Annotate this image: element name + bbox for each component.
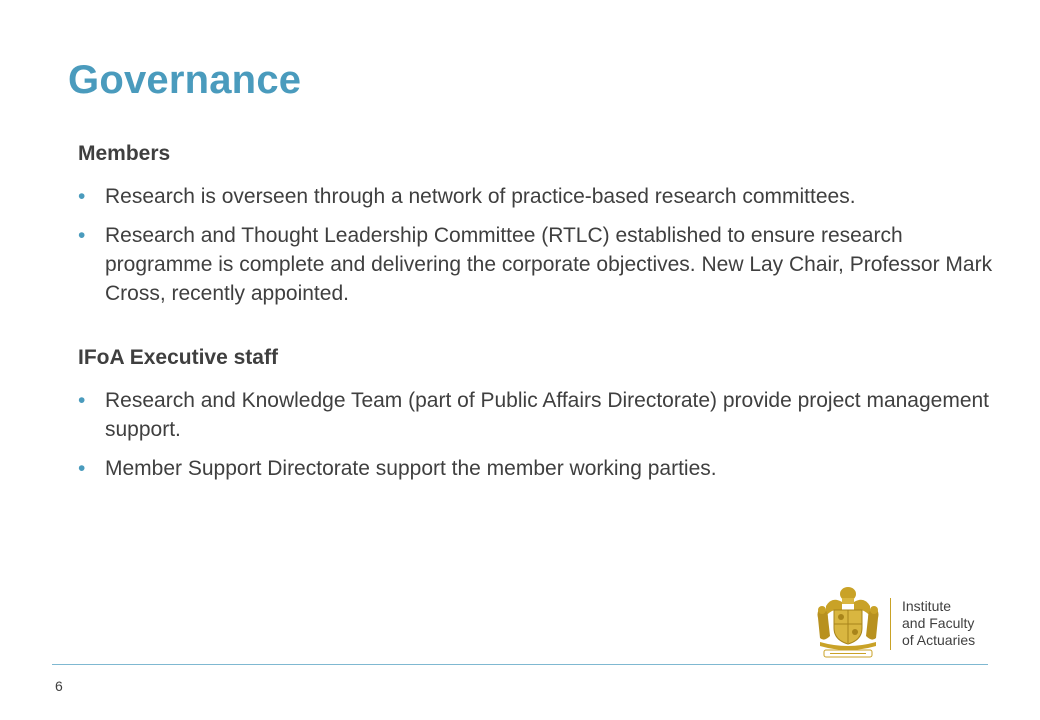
logo-line: and Faculty bbox=[902, 615, 975, 631]
page-number: 6 bbox=[55, 678, 63, 694]
bullet-text: Research is overseen through a network of practice-based research committees. bbox=[105, 185, 856, 208]
bullet-item bbox=[78, 454, 1008, 483]
logo-line: Institute bbox=[902, 598, 952, 614]
bullet-item bbox=[78, 386, 1008, 444]
logo-line: of Actuaries bbox=[902, 632, 976, 648]
executive-staff-bullet-list bbox=[78, 386, 1008, 483]
bullet-text: Research and Knowledge Team (part of Public Affairs Directorate) provide project management support. bbox=[105, 389, 990, 441]
bullet-icon: • bbox=[78, 224, 86, 247]
section-heading-members: Members bbox=[78, 142, 171, 165]
bullet-item bbox=[78, 221, 1008, 308]
logo-wordmark bbox=[902, 598, 975, 649]
section-heading-executive-staff: IFoA Executive staff bbox=[78, 346, 278, 369]
ifoa-logo bbox=[812, 584, 992, 660]
bullet-item bbox=[78, 182, 1008, 211]
bullet-icon: • bbox=[78, 185, 86, 208]
bullet-text: Research and Thought Leadership Committee (RTLC) established to ensure research programme is complete and delivering the corporate objectives. New Lay Chair, Professor Mark Cross, recently appointed. bbox=[105, 224, 993, 305]
slide-content bbox=[78, 138, 1008, 493]
bullet-icon: • bbox=[78, 389, 86, 412]
slide-title: Governance bbox=[68, 58, 302, 102]
coat-of-arms-icon bbox=[812, 584, 884, 660]
bullet-icon: • bbox=[78, 457, 86, 480]
logo-divider bbox=[890, 598, 891, 650]
members-bullet-list bbox=[78, 182, 1008, 308]
footer-rule bbox=[52, 664, 988, 665]
bullet-text: Member Support Directorate support the member working parties. bbox=[105, 457, 717, 480]
